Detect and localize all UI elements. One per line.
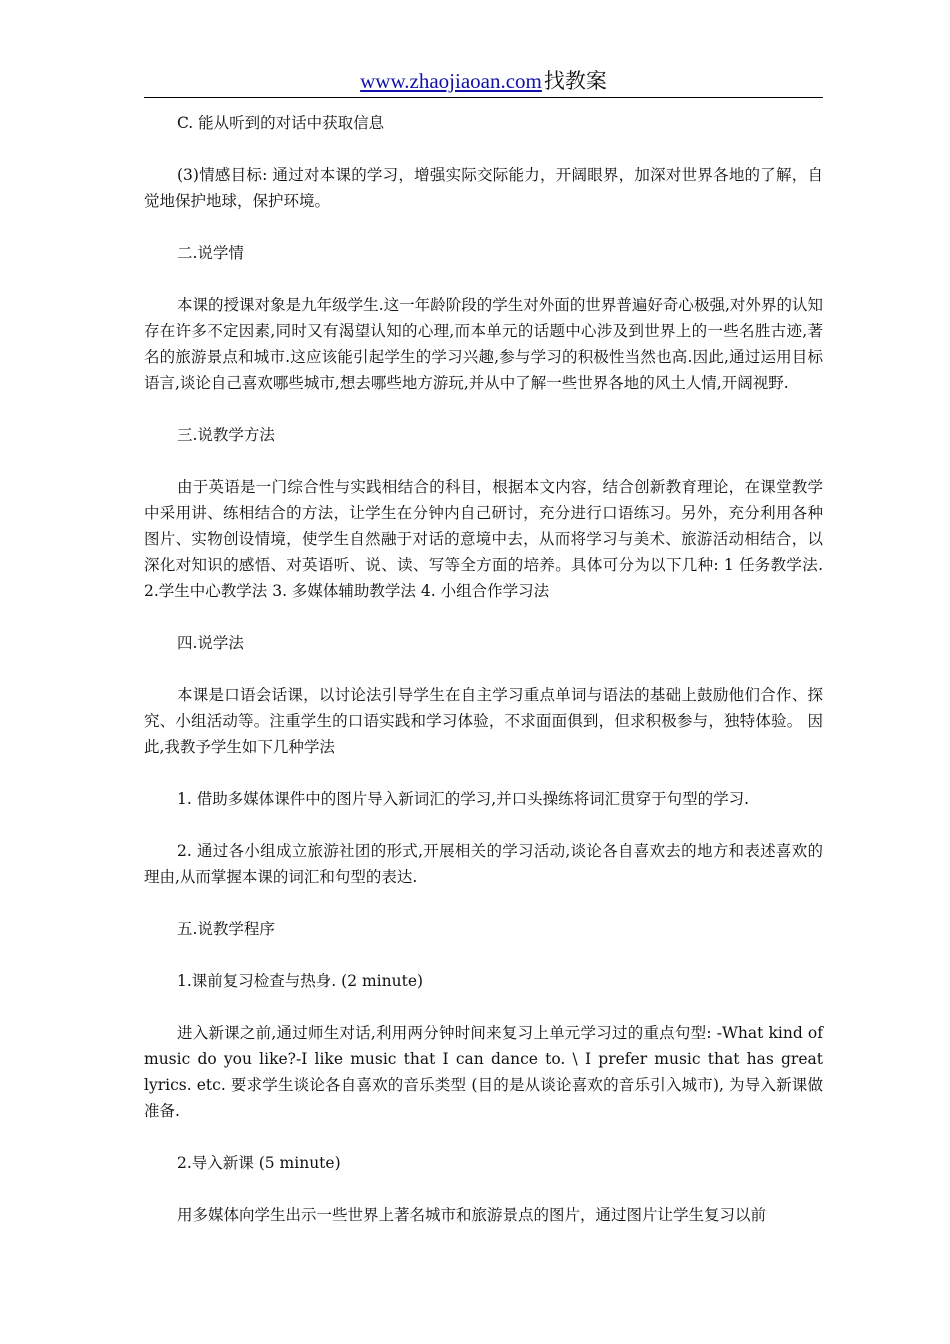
paragraph-student-analysis: 本课的授课对象是九年级学生.这一年龄阶段的学生对外面的世界普遍好奇心极强,对外界的认知存在许多不定因素,同时又有渴望认知的心理,而本单元的话题中心涉及到世界上的一些名胜古迹,著名的旅游景点和城市.这应该能引起学生的学习兴趣,参与学习的积极性当然也高.因此,通过运用目标语言,谈论自己喜欢哪些城市,想去哪些地方游玩,并从中了解一些世界各地的风土人情,开阔视野. [144,296,823,392]
header-site-name: 找教案 [543,69,607,93]
paragraph-learning-methods: 本课是口语会话课，以讨论法引导学生在自主学习重点单词与语法的基础上鼓励他们合作、探究、小组活动等。注重学生的口语实践和学习体验，不求面面俱到，但求积极参与，独特体验。 因此,我教予学生如下几种学法 [144,686,823,756]
section-heading-teaching-methods: 三.说教学方法 [177,426,275,444]
section-heading-learning-methods: 四.说学法 [177,634,244,652]
step-heading-lead-in: 2.导入新课 (5 minute) [177,1154,341,1172]
paragraph-objective-c: C. 能从听到的对话中获取信息 [177,114,385,132]
document-body [144,110,823,1228]
paragraph-teaching-methods: 由于英语是一门综合性与实践相结合的科目，根据本文内容，结合创新教育理论，在课堂教学中采用讲、练相结合的方法，让学生在分钟内自己研讨，充分进行口语练习。另外，充分利用各种图片、实物创设情境，使学生自然融于对话的意境中去，从而将学习与美术、旅游活动相结合，以深化对知识的感悟、对英语听、说、读、写等全方面的培养。具体可分为以下几种: 1 任务教学法. 2.学生中心教学法 3. 多媒体辅助教学法 4. 小组合作学习法 [144,478,823,600]
page-header [144,66,823,98]
step-heading-warm-up: 1.课前复习检查与热身. (2 minute) [177,972,424,990]
section-heading-teaching-procedure: 五.说教学程序 [177,920,275,938]
paragraph-lead-in: 用多媒体向学生出示一些世界上著名城市和旅游景点的图片，通过图片让学生复习以前 [177,1206,767,1224]
paragraph-emotional-goal: (3)情感目标: 通过对本课的学习，增强实际交际能力，开阔眼界，加深对世界各地的了解，自觉地保护地球，保护环境。 [144,166,823,210]
section-heading-student-analysis: 二.说学情 [177,244,244,262]
list-item-learning-method-2: 2. 通过各小组成立旅游社团的形式,开展相关的学习活动,谈论各自喜欢去的地方和表述喜欢的理由,从而掌握本课的词汇和句型的表达. [144,842,823,886]
list-item-learning-method-1: 1. 借助多媒体课件中的图片导入新词汇的学习,并口头操练将词汇贯穿于句型的学习. [177,790,750,808]
paragraph-warm-up: 进入新课之前,通过师生对话,利用两分钟时间来复习上单元学习过的重点句型: -What kind of music do you like?-I like music that I can dance to. \ I prefer music that has great lyrics. etc. 要求学生谈论各自喜欢的音乐类型 (目的是从谈论喜欢的音乐引入城市), 为导入新课做准备. [144,1024,823,1120]
header-site-link[interactable]: www.zhaojiaoan.com [360,69,542,93]
